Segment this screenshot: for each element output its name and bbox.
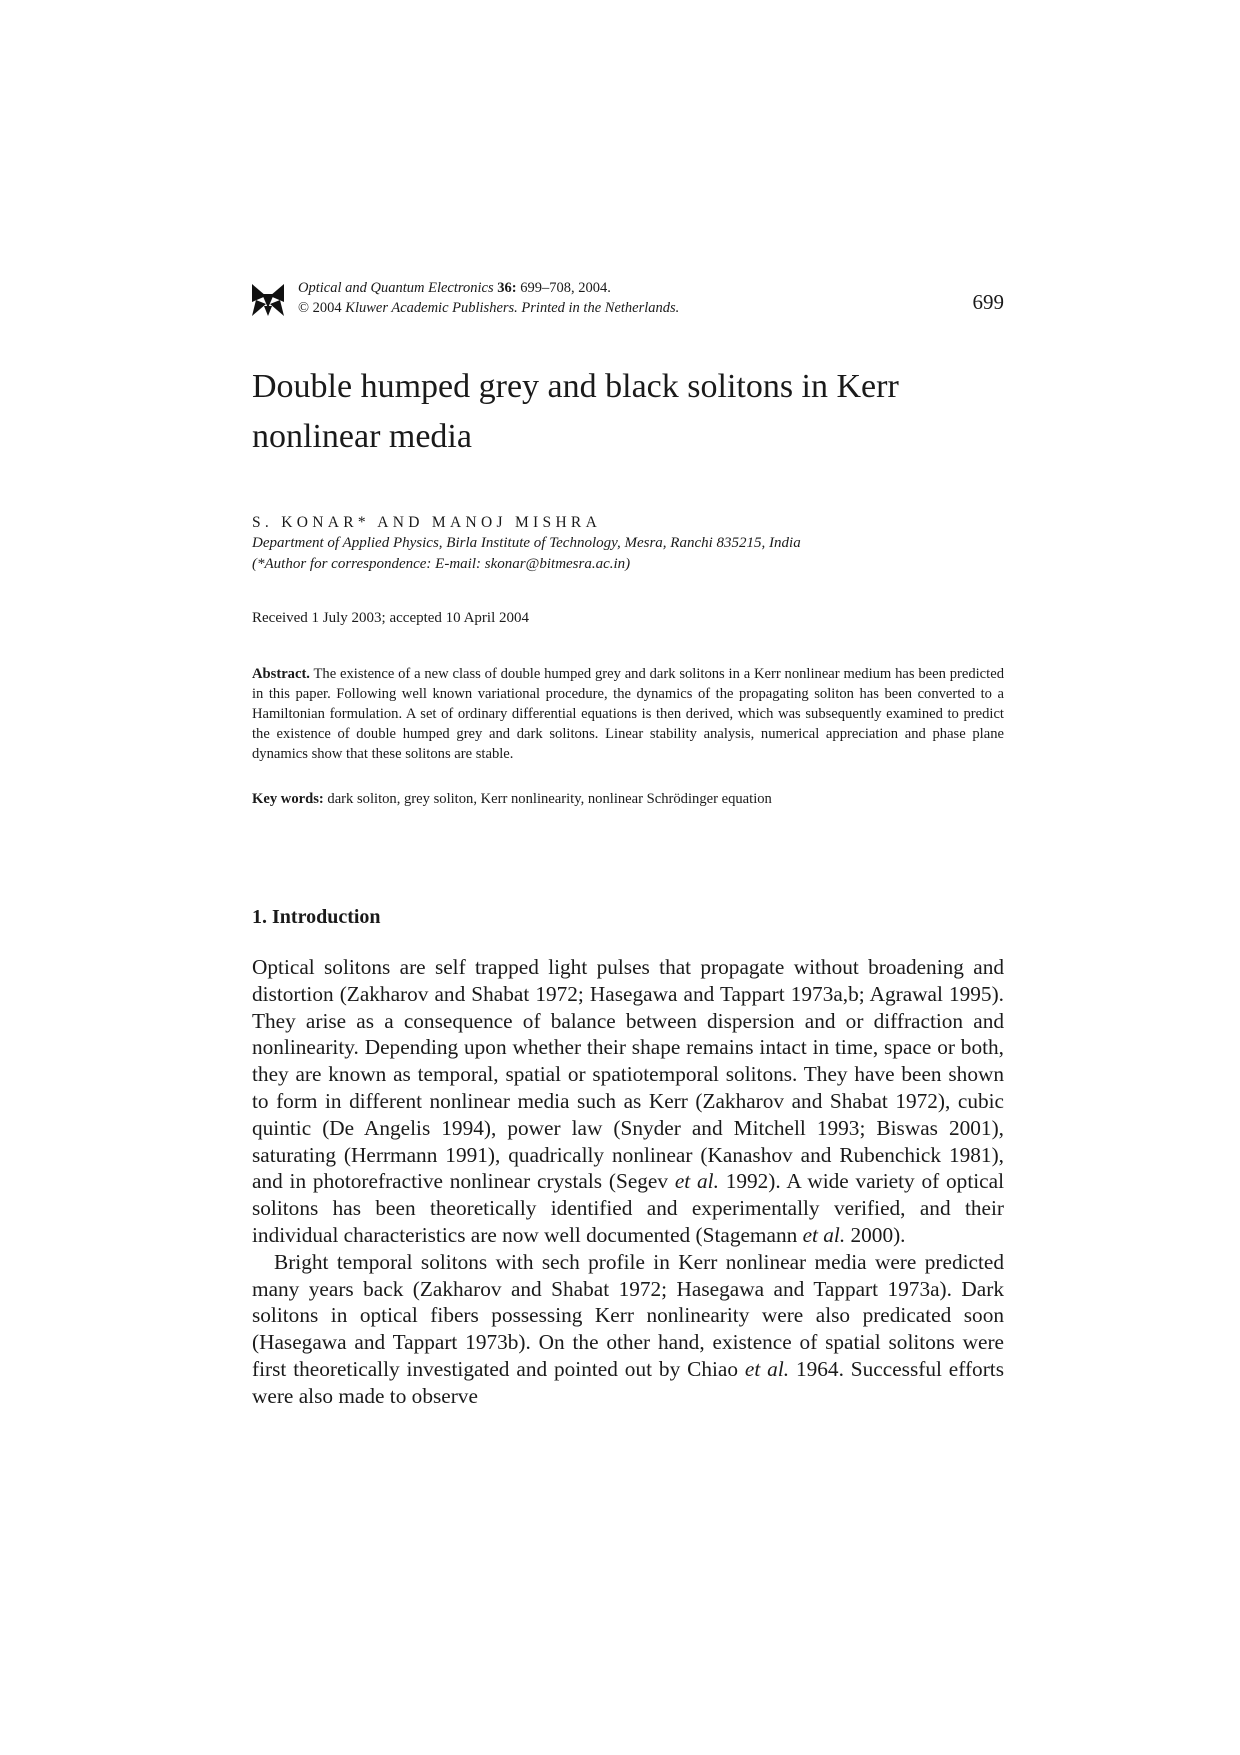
received-dates: Received 1 July 2003; accepted 10 April 2004: [252, 610, 530, 626]
journal-citation: [298, 278, 679, 318]
journal-volume: 36:: [497, 280, 517, 296]
keywords-label: Key words:: [252, 791, 324, 807]
publisher-line: Kluwer Academic Publishers. Printed in the Netherlands.: [345, 300, 680, 316]
correspondence-email: (*Author for correspondence: E-mail: skonar@bitmesra.ac.in): [252, 556, 631, 572]
kluwer-logo-icon: [250, 282, 286, 318]
keywords: [252, 789, 1004, 809]
journal-pages: 699–708, 2004.: [516, 280, 611, 296]
paragraph-1: [252, 954, 1004, 1249]
paragraph-2-etal: et al.: [744, 1356, 790, 1381]
paragraph-1-etal-1: et al.: [674, 1169, 719, 1194]
journal-header: [252, 276, 1004, 326]
paragraph-2-text-b: 1964. Successful efforts were also made to observe: [252, 1356, 1004, 1408]
paragraph-2-text-a: Bright temporal solitons with sech profile in Kerr nonlinear media were predicted many years back (Zakharov and Shabat 1972; Hasegawa and Tappart 1973a). Dark solitons in optical fibers possessing Kerr nonlinearity were also predicated soon (Hasegawa and Tappart 1973b). On the other hand, existence of spatial solitons were first theoretically investigated and pointed out by Chiao: [252, 1249, 1004, 1381]
journal-line-1: [298, 278, 679, 298]
paper-page: [252, 276, 1004, 1410]
page-number: 699: [972, 290, 1004, 314]
copyright-symbol: ©: [298, 300, 310, 316]
abstract-text: The existence of a new class of double humped grey and dark solitons in a Kerr nonlinear medium has been predicted in this paper. Following well known variational procedure, the dynamics of the propagating soliton has been converted to a Hamiltonian formulation. A set of ordinary differential equations is then derived, which was subsequently examined to predict the existence of double humped grey and dark solitons. Linear stability analysis, numerical appreciation and phase plane dynamics show that these solitons are stable.: [252, 666, 1004, 762]
paragraph-1-text-b: 1992). A wide variety of optical solitons has been theoretically identified and experimentally verified, and their individual characteristics are now well documented (Stagemann: [252, 1169, 1004, 1247]
keywords-text: dark soliton, grey soliton, Kerr nonlinearity, nonlinear Schrödinger equation: [323, 791, 772, 807]
section-body: [252, 954, 1004, 1410]
paragraph-1-text-a: Optical solitons are self trapped light pulses that propagate without broadening and distortion (Zakharov and Shabat 1972; Hasegawa and Tappart 1973a,b; Agrawal 1995). They arise as a consequence of balance between dispersion and or diffraction and nonlinearity. Depending upon whether their shape remains intact in time, space or both, they are known as temporal, spatial or spatiotemporal solitons. They have been shown to form in different nonlinear media such as Kerr (Zakharov and Shabat 1972), cubic quintic (De Angelis 1994), power law (Snyder and Mitchell 1993; Biswas 2001), saturating (Herrmann 1991), quadrically nonlinear (Kanashov and Rubenchick 1981), and in photorefractive nonlinear crystals (Segev: [252, 955, 1004, 1194]
journal-line-2: [298, 298, 679, 318]
section-heading: 1. Introduction: [252, 906, 381, 928]
affiliation: Department of Applied Physics, Birla Institute of Technology, Mesra, Ranchi 835215, India: [252, 535, 801, 551]
paper-title: Double humped grey and black solitons in Kerr nonlinear media: [252, 368, 899, 455]
journal-name: Optical and Quantum Electronics: [298, 280, 494, 296]
author-list: S. KONAR* AND MANOJ MISHRA: [252, 514, 602, 531]
abstract-label: Abstract.: [252, 666, 310, 682]
copyright-year: 2004: [309, 300, 346, 316]
paragraph-1-text-c: 2000).: [845, 1222, 906, 1247]
paragraph-1-etal-2: et al.: [802, 1222, 846, 1247]
paragraph-2: [252, 1249, 1004, 1410]
abstract: [252, 664, 1004, 764]
